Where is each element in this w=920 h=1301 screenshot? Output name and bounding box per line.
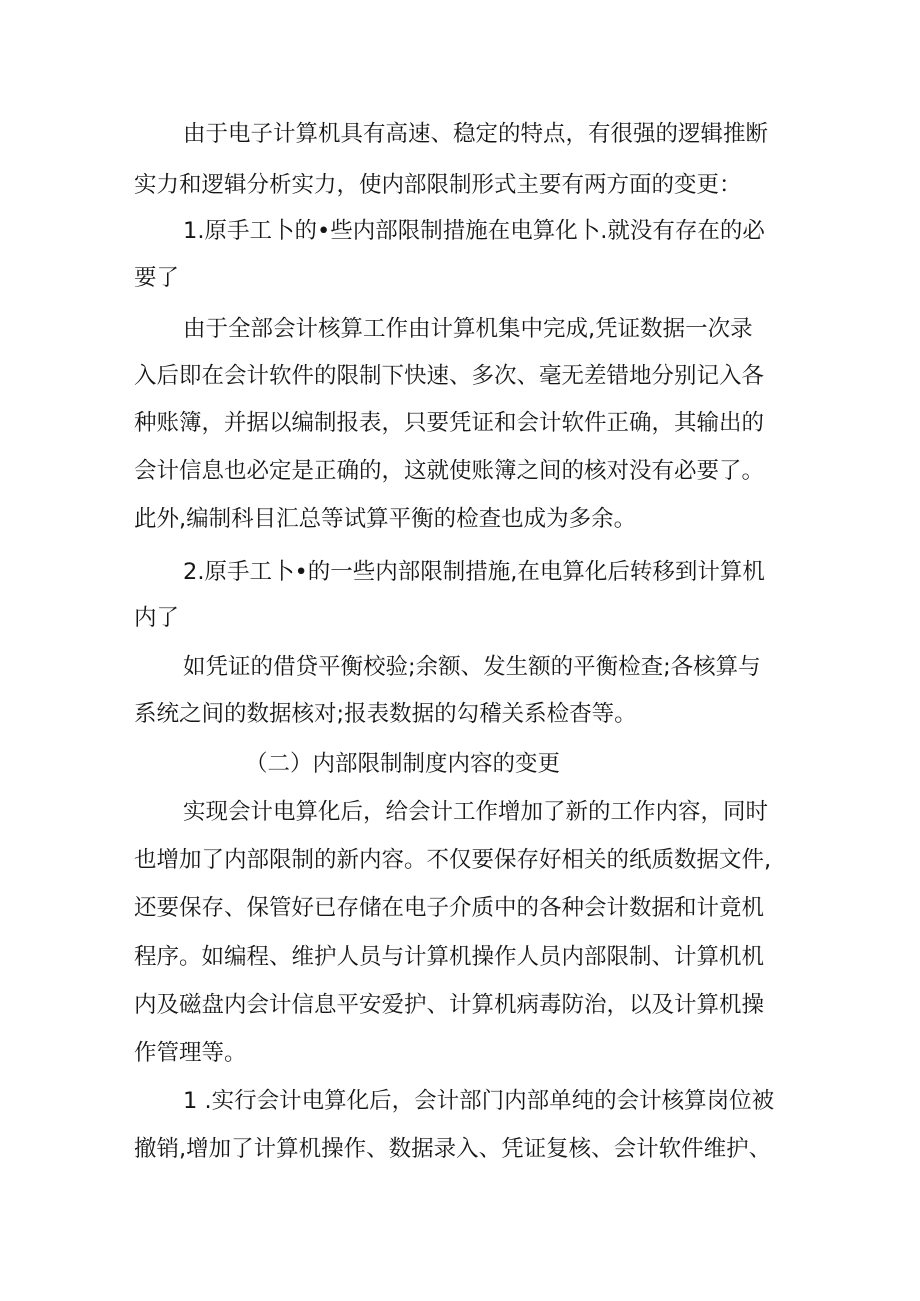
text-line: 种账簿，并据以编制报表，只要凭证和会计软件正确，其输出的 [134, 410, 765, 436]
text-line: 内及磁盘内会计信息平安爱护、计算机病毒防治，以及计算机操 [134, 992, 765, 1018]
section-heading: （二）内部限制制度内容的变更 [245, 751, 561, 777]
text-line: 如凭证的借贷平衡校验;余额、发生额的平衡检查;各核算与 [183, 654, 761, 680]
text-line: 此外,编制科目汇总等试算平衡的检查也成为多余。 [134, 506, 637, 532]
text-line: 实力和逻辑分析实力，使内部限制形式主要有两方面的变更： [134, 172, 742, 198]
text-line: 撤销,增加了计算机操作、数据录入、凭证复核、会计软件维护、 [134, 1136, 772, 1162]
text-line: 程序。如编程、维护人员与计算机操作人员内部限制、计算机机 [134, 944, 765, 970]
text-line: 要了 [134, 265, 180, 291]
list-item-heading: 1.原手工卜的•些内部限制措施在电算化卜.就没有存在的必 [183, 218, 765, 244]
text-line: 作管理等。 [134, 1040, 247, 1066]
text-line: 内了 [134, 605, 180, 631]
text-line: 也增加了内部限制的新内容。不仅要保存好相关的纸质数据文件, [134, 847, 772, 873]
text-line: 系统之间的数据核对;报表数据的勾稽关系检杳等。 [134, 701, 637, 727]
list-item-heading: 2.原手工卜•的一些内部限制措施,在电算化后转移到计算机 [183, 559, 765, 585]
text-line: 由于全部会计核算工作由计算机集中完成,凭证数据一次录 [183, 316, 753, 342]
text-line: 还要保存、保管好已存储在电子介质中的各种会计数据和计竟机 [134, 895, 765, 921]
text-line: 会计信息也必定是正确的，这就使账簿之间的核对没有必要了。 [134, 458, 765, 484]
text-line: 由于电子计算机具有高速、稳定的特点，有很强的逻辑推断 [183, 121, 769, 147]
text-line: 实现会计电算化后，给会计工作增加了新的工作内容，同时 [183, 799, 769, 825]
list-item-heading: 1 .实行会计电算化后，会计部门内部单纯的会计核算岗位被 [183, 1088, 775, 1114]
text-line: 入后即在会计软件的限制下快速、多次、毫无差错地分别记入各 [134, 363, 765, 389]
